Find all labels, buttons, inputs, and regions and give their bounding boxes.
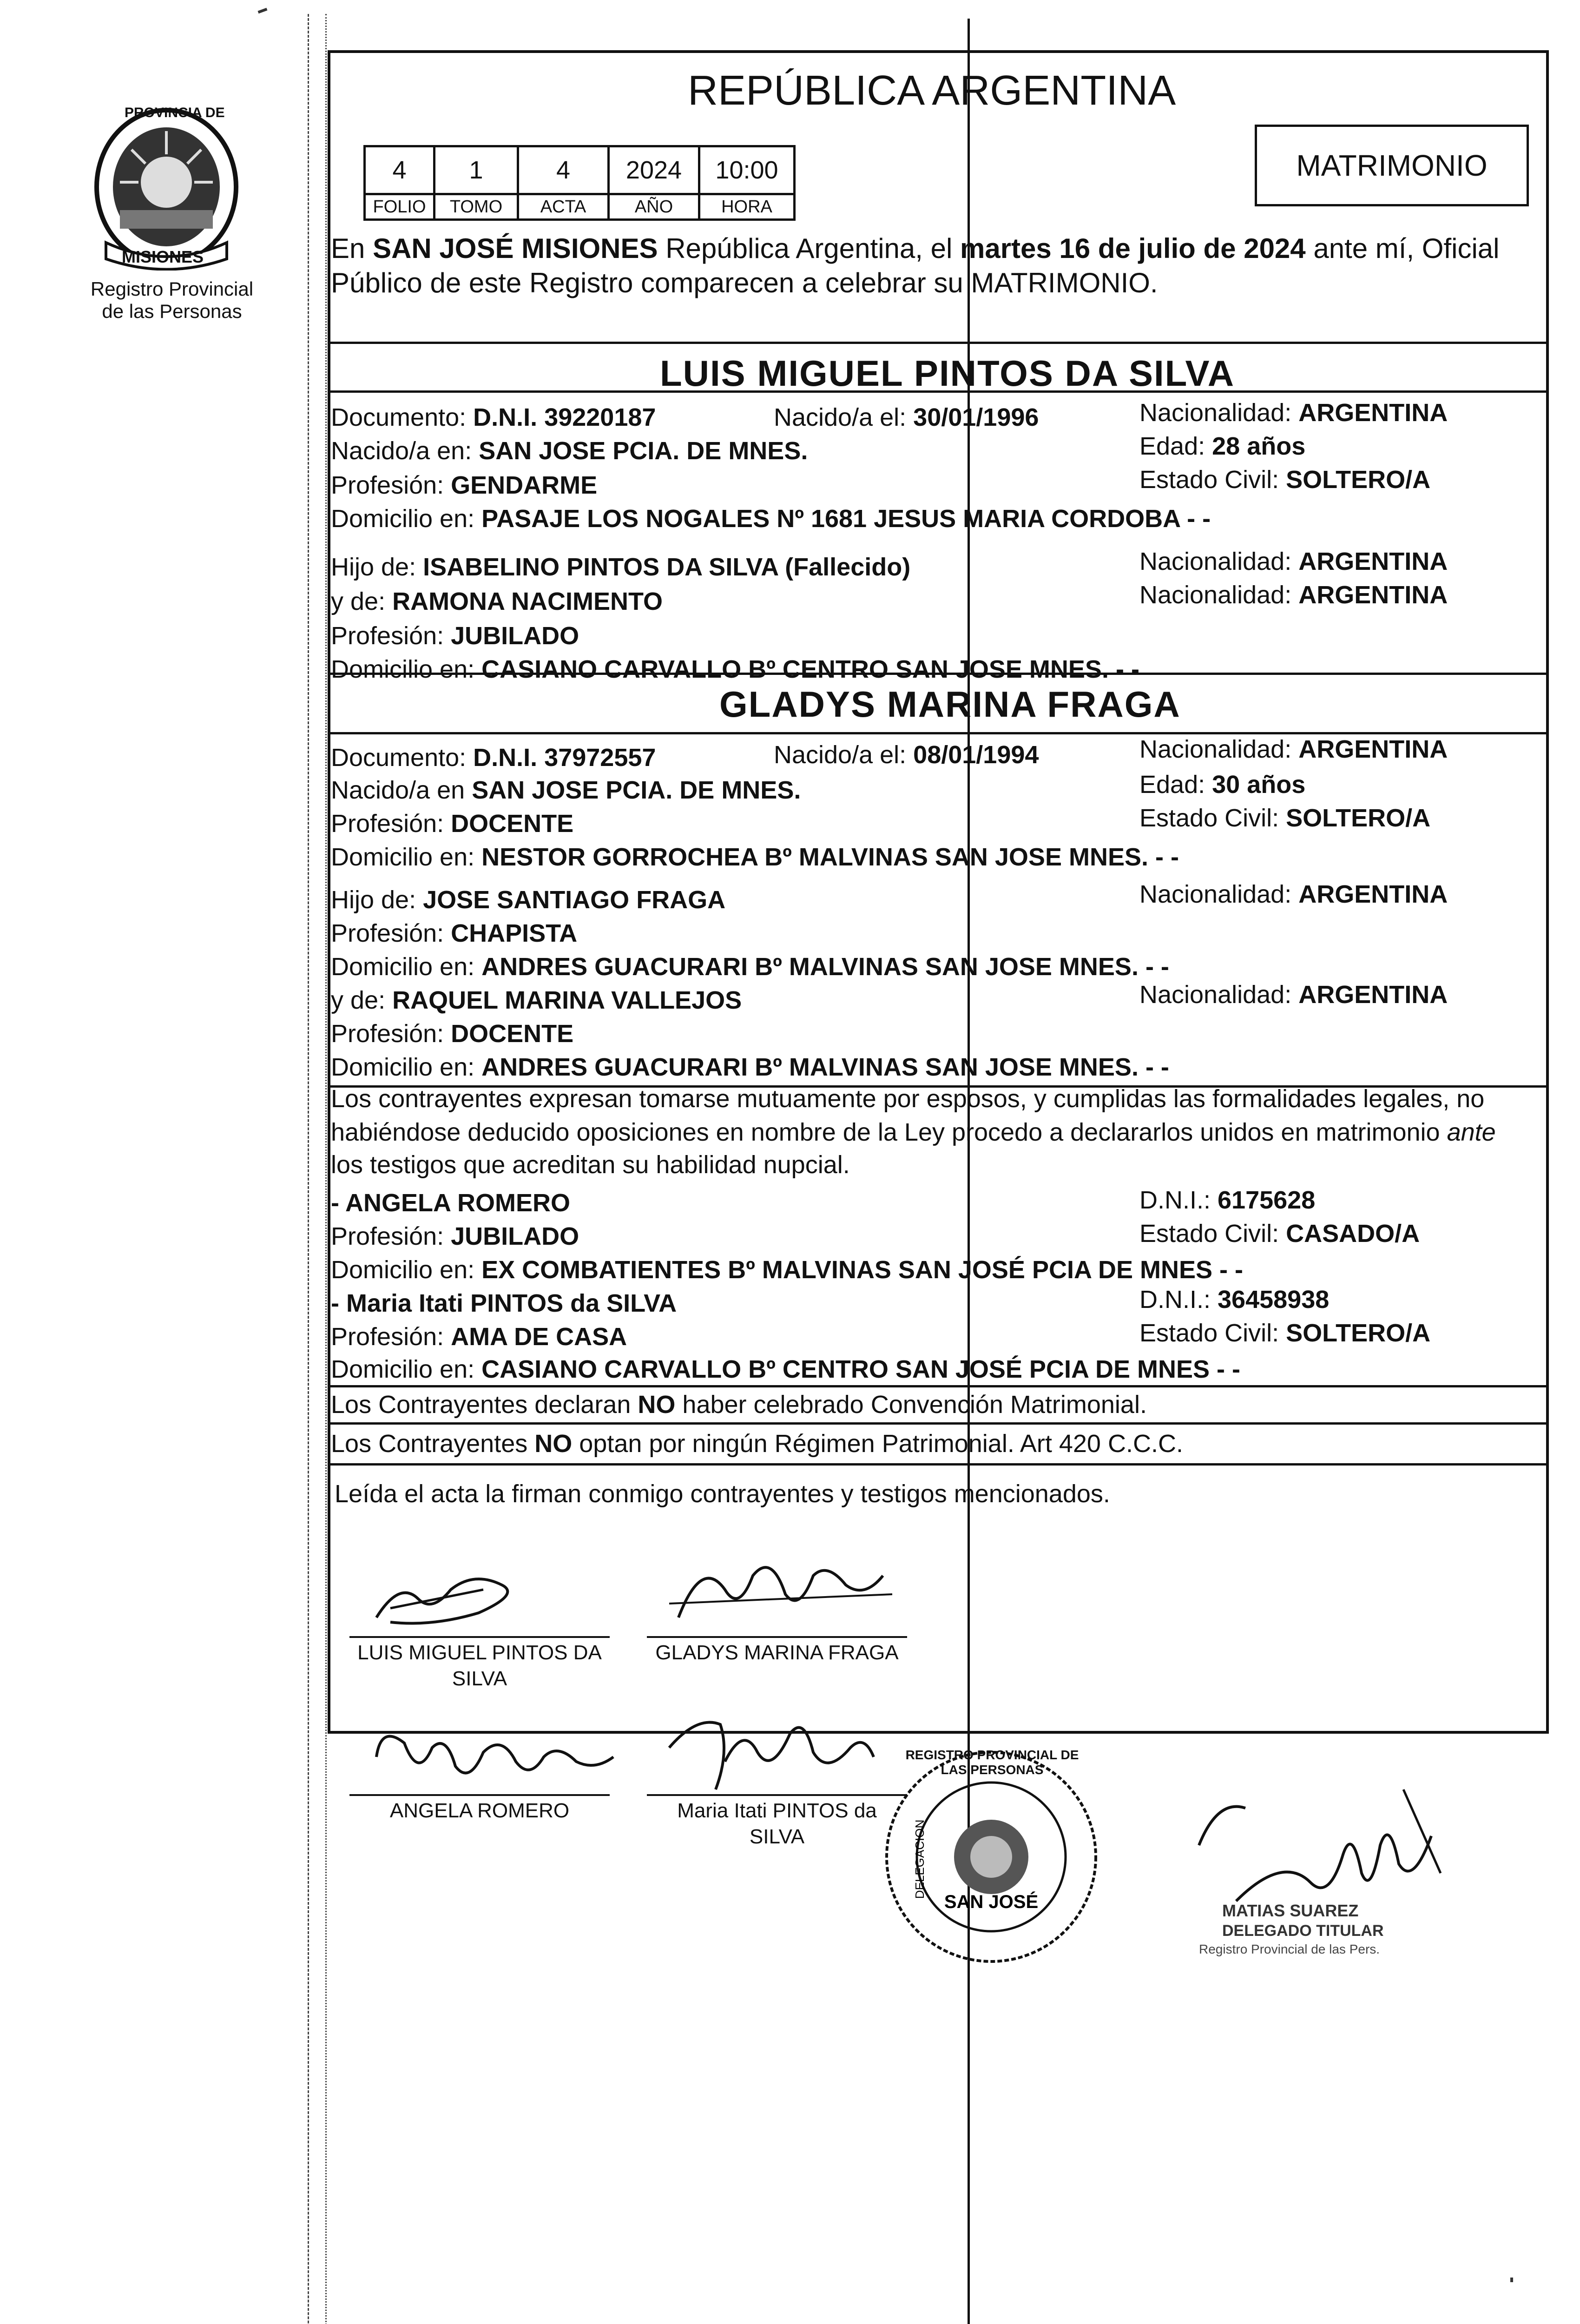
witness2-name: - Maria Itati PINTOS da SILVA xyxy=(331,1289,677,1317)
declaration-line2: habiéndose deducido oposiciones en nombre de la Ley procedo a declararlos unidos en matrimonio ante xyxy=(331,1118,1496,1146)
ano-value: 2024 xyxy=(609,146,699,194)
bride-name: GLADYS MARINA FRAGA xyxy=(719,684,1181,725)
bride-dom: Domicilio en: NESTOR GORROCHEA Bº MALVINAS SAN JOSE MNES. - - xyxy=(331,843,1179,871)
bride-father: Hijo de: JOSE SANTIAGO FRAGA xyxy=(331,886,726,914)
acta-label: ACTA xyxy=(518,194,609,220)
bride-mother-dom: Domicilio en: ANDRES GUACURARI Bº MALVINAS SAN JOSE MNES. - - xyxy=(331,1053,1169,1081)
stamp-side-text: DELEGACION xyxy=(913,1819,927,1899)
bride-signature xyxy=(660,1543,911,1638)
bride-mother-prof: Profesión: DOCENTE xyxy=(331,1020,574,1048)
groom-civil: Estado Civil: SOLTERO/A xyxy=(1139,466,1431,494)
record-type-box: MATRIMONIO xyxy=(1255,125,1529,206)
bride-father-dom: Domicilio en: ANDRES GUACURARI Bº MALVINAS SAN JOSE MNES. - - xyxy=(331,953,1169,981)
groom-nat: Nacionalidad: ARGENTINA xyxy=(1139,399,1448,427)
bride-signature-line xyxy=(647,1636,907,1638)
groom-parents-dom: Domicilio en: CASIANO CARVALLO Bº CENTRO SAN JOSE MNES. - - xyxy=(331,655,1139,683)
hora-value: 10:00 xyxy=(699,146,795,194)
hora-label: HORA xyxy=(699,194,795,220)
groom-father: Hijo de: ISABELINO PINTOS DA SILVA (Fallecido) xyxy=(331,553,911,581)
folio-label: FOLIO xyxy=(365,194,434,220)
official-stamp-line2: DELEGADO TITULAR xyxy=(1222,1922,1384,1940)
bride-doc: Documento: D.N.I. 37972557 xyxy=(331,744,656,772)
divider xyxy=(328,1463,1549,1466)
divider xyxy=(328,1385,1549,1387)
witness2-dom: Domicilio en: CASIANO CARVALLO Bº CENTRO SAN JOSÉ PCIA DE MNES - - xyxy=(331,1355,1240,1383)
witness2-civil: Estado Civil: SOLTERO/A xyxy=(1139,1319,1431,1347)
acta-value: 4 xyxy=(518,146,609,194)
binding-line xyxy=(308,14,309,2324)
witness1-civil: Estado Civil: CASADO/A xyxy=(1139,1220,1420,1248)
groom-mother: y de: RAMONA NACIMENTO xyxy=(331,588,663,615)
groom-signature-label1: LUIS MIGUEL PINTOS DA xyxy=(357,1641,602,1664)
witness1-dni: D.N.I.: 6175628 xyxy=(1139,1186,1316,1214)
scan-mark xyxy=(1510,2278,1513,2282)
divider xyxy=(328,342,1549,344)
tomo-value: 1 xyxy=(434,146,518,194)
seal-text-top: PROVINCIA DE xyxy=(125,105,225,120)
groom-born: Nacido/a el: 30/01/1996 xyxy=(774,403,1039,431)
witness2-signature-line xyxy=(647,1794,907,1796)
bride-nat: Nacionalidad: ARGENTINA xyxy=(1139,735,1448,763)
bride-born: Nacido/a el: 08/01/1994 xyxy=(774,741,1039,769)
witness1-signature-line xyxy=(349,1794,610,1796)
convention-line1: Los Contrayentes declaran NO haber celebrado Convención Matrimonial. xyxy=(331,1391,1147,1419)
bride-prof: Profesión: DOCENTE xyxy=(331,810,574,838)
bride-signature-label: GLADYS MARINA FRAGA xyxy=(655,1641,899,1664)
groom-parents-prof: Profesión: JUBILADO xyxy=(331,622,579,650)
folio-value: 4 xyxy=(365,146,434,194)
logo-label-line1: Registro Provincial xyxy=(90,278,254,300)
groom-doc: Documento: D.N.I. 39220187 xyxy=(331,403,656,431)
registry-round-stamp xyxy=(882,1748,1100,1966)
groom-signature xyxy=(362,1562,539,1638)
stamp-city: SAN JOSÉ xyxy=(944,1892,1039,1912)
groom-father-nat: Nacionalidad: ARGENTINA xyxy=(1139,548,1448,575)
declaration-line1: Los contrayentes expresan tomarse mutuamente por esposos, y cumplidas las formalidades legales, no xyxy=(331,1085,1485,1113)
intro-line2: Público de este Registro comparecen a celebrar su MATRIMONIO. xyxy=(331,267,1158,298)
official-stamp-line1: MATIAS SUAREZ xyxy=(1222,1901,1359,1920)
witness2-signature-label1: Maria Itati PINTOS da xyxy=(677,1799,877,1822)
logo-label-line2: de las Personas xyxy=(102,300,242,322)
witness2-dni: D.N.I.: 36458938 xyxy=(1139,1286,1330,1314)
bride-age: Edad: 30 años xyxy=(1139,771,1306,799)
witness1-name: - ANGELA ROMERO xyxy=(331,1189,570,1217)
groom-signature-label2: SILVA xyxy=(452,1667,507,1690)
ano-label: AÑO xyxy=(609,194,699,220)
record-table xyxy=(363,145,796,221)
convention-line2: Los Contrayentes NO optan por ningún Régimen Patrimonial. Art 420 C.C.C. xyxy=(331,1430,1183,1458)
tomo-label: TOMO xyxy=(434,194,518,220)
bride-father-prof: Profesión: CHAPISTA xyxy=(331,919,578,947)
province-seal-logo xyxy=(87,103,245,271)
groom-signature-line xyxy=(349,1636,610,1638)
declaration-line3: los testigos que acreditan su habilidad nupcial. xyxy=(331,1151,850,1179)
witness2-prof: Profesión: AMA DE CASA xyxy=(331,1323,627,1351)
official-stamp-line3: Registro Provincial de las Pers. xyxy=(1199,1942,1380,1956)
groom-place: Nacido/a en: SAN JOSE PCIA. DE MNES. xyxy=(331,437,808,465)
intro-line1: En SAN JOSÉ MISIONES República Argentina, el martes 16 de julio de 2024 ante mí, Oficial xyxy=(331,233,1500,264)
groom-prof: Profesión: GENDARME xyxy=(331,471,598,499)
bride-father-nat: Nacionalidad: ARGENTINA xyxy=(1139,880,1448,908)
groom-name: LUIS MIGUEL PINTOS DA SILVA xyxy=(660,353,1235,394)
bride-mother: y de: RAQUEL MARINA VALLEJOS xyxy=(331,986,742,1014)
seal-text-bottom: MISIONES xyxy=(122,247,204,266)
groom-dom: Domicilio en: PASAJE LOS NOGALES Nº 1681 JESUS MARIA CORDOBA - - xyxy=(331,505,1211,533)
binding-line-2 xyxy=(325,14,327,2324)
bride-place: Nacido/a en SAN JOSE PCIA. DE MNES. xyxy=(331,776,801,804)
closing-text: Leída el acta la firman conmigo contrayentes y testigos mencionados. xyxy=(335,1480,1110,1508)
stamp-ring-text: REGISTRO PROVINCIAL DE LAS PERSONAS xyxy=(905,1748,1079,1777)
groom-age: Edad: 28 años xyxy=(1139,432,1306,460)
witness2-signature xyxy=(651,1697,892,1801)
divider xyxy=(328,1422,1549,1425)
scan-mark xyxy=(258,8,268,13)
bride-civil: Estado Civil: SOLTERO/A xyxy=(1139,804,1431,832)
document-title: REPÚBLICA ARGENTINA xyxy=(688,67,1176,114)
witness1-signature-label: ANGELA ROMERO xyxy=(389,1799,570,1822)
witness1-prof: Profesión: JUBILADO xyxy=(331,1222,579,1250)
groom-mother-nat: Nacionalidad: ARGENTINA xyxy=(1139,581,1448,609)
witness2-signature-label2: SILVA xyxy=(749,1825,805,1848)
bride-mother-nat: Nacionalidad: ARGENTINA xyxy=(1139,981,1448,1009)
witness1-signature xyxy=(362,1715,623,1796)
witness1-dom: Domicilio en: EX COMBATIENTES Bº MALVINAS SAN JOSÉ PCIA DE MNES - - xyxy=(331,1256,1243,1284)
